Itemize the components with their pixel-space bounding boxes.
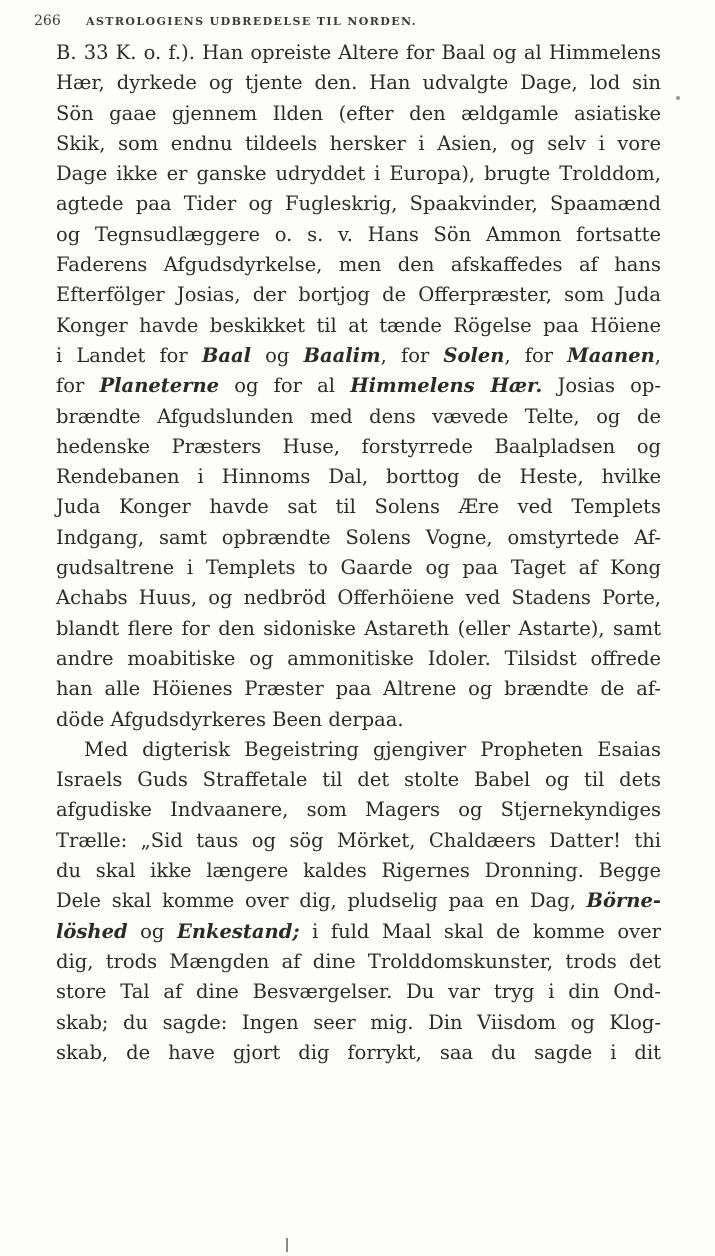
text-line xyxy=(56,99,661,129)
ink-speck xyxy=(676,96,680,100)
text-run: skab; du sagde: Ingen seer mig. Din Viisdom og Klog- xyxy=(56,1010,661,1034)
emphasis-text: löshed xyxy=(56,919,128,943)
text-run: i fuld Maal skal de komme over xyxy=(299,919,661,943)
text-run: Rendebanen i Hinnoms Dal, borttog de Heste, hvilke xyxy=(56,465,661,489)
text-run: for xyxy=(56,374,100,398)
text-line xyxy=(56,523,661,553)
text-run: Skik, som endnu tildeels hersker i Asien, og selv i vore xyxy=(56,131,661,155)
text-run: Faderens Afgudsdyrkelse, men den afskaffedes af hans xyxy=(56,253,661,277)
text-line xyxy=(56,371,661,401)
text-line xyxy=(56,1038,661,1068)
emphasis-text: Börne- xyxy=(586,889,661,913)
emphasis-text: Enkestand; xyxy=(176,919,300,943)
text-line xyxy=(56,432,661,462)
text-run: og xyxy=(251,343,304,367)
text-run: Josias op- xyxy=(542,374,661,398)
text-line xyxy=(56,856,661,886)
text-run: brændte Afgudslunden med dens vævede Telte, og de xyxy=(56,404,661,428)
body-text xyxy=(56,38,661,1068)
text-run: Med digterisk Begeistring gjengiver Propheten Esaias xyxy=(84,737,661,761)
text-line xyxy=(56,614,661,644)
text-run: , for xyxy=(504,343,568,367)
text-run: , for xyxy=(380,343,444,367)
text-line xyxy=(56,886,661,916)
emphasis-text: Planeterne xyxy=(99,374,220,398)
text-line xyxy=(56,947,661,977)
text-line xyxy=(56,826,661,856)
text-run: Achabs Huus, og nedbröd Offerhöiene ved Stadens Porte, xyxy=(56,586,661,610)
text-run: andre moabitiske og ammonitiske Idoler. Tilsidst offrede xyxy=(56,646,661,670)
text-line xyxy=(56,917,661,947)
emphasis-text: Baalim xyxy=(303,343,381,367)
text-line xyxy=(56,250,661,280)
text-line xyxy=(56,795,661,825)
text-run: Dele skal komme over dig, pludselig paa en Dag, xyxy=(56,889,587,913)
text-run: Trælle: „Sid taus og sög Mörket, Chaldæers Datter! thi xyxy=(56,828,661,852)
text-run: afgudiske Indvaanere, som Magers og Stjernekyndiges xyxy=(56,798,661,822)
text-line xyxy=(56,735,661,765)
text-line xyxy=(56,583,661,613)
text-run: og xyxy=(127,919,177,943)
text-line xyxy=(56,765,661,795)
text-run: dig, trods Mængden af dine Trolddomskunster, trods det xyxy=(56,949,661,973)
emphasis-text: Maanen xyxy=(567,343,655,367)
text-line xyxy=(56,705,661,735)
text-run: B. 33 K. o. f.). Han opreiste Altere for Baal og al Himmelens xyxy=(56,41,661,64)
emphasis-text: Baal xyxy=(201,343,252,367)
text-run: Hær, dyrkede og tjente den. Han udvalgte Dage, lod sin xyxy=(56,71,661,95)
text-line xyxy=(56,402,661,432)
text-line xyxy=(56,38,661,68)
text-line xyxy=(56,553,661,583)
text-run: Dage ikke er ganske udryddet i Europa), brugte Trolddom, xyxy=(56,162,661,186)
text-run: gudsaltrene i Templets to Gaarde og paa Taget af Kong xyxy=(56,556,661,580)
text-run: i Landet for xyxy=(56,343,202,367)
text-line xyxy=(56,977,661,1007)
text-line xyxy=(56,1008,661,1038)
text-run: Konger havde beskikket til at tænde Rögelse paa Höiene xyxy=(56,313,661,337)
text-run: agtede paa Tider og Fugleskrig, Spaakvinder, Spaamænd xyxy=(56,192,661,216)
text-run: og Tegnsudlæggere o. s. v. Hans Sön Ammon fortsatte xyxy=(56,222,661,246)
text-run: , xyxy=(654,343,661,367)
text-run: og for al xyxy=(219,374,351,398)
text-line xyxy=(56,68,661,98)
text-line xyxy=(56,341,661,371)
text-run: Efterfölger Josias, der bortjog de Offerpræster, som Juda xyxy=(56,283,661,307)
text-line xyxy=(56,674,661,704)
text-run: Sön gaae gjennem Ilden (efter den ældgamle asiatiske xyxy=(56,101,661,125)
emphasis-text: Himmelens Hær. xyxy=(350,374,543,398)
ink-mark xyxy=(286,1238,288,1252)
page-number: 266 xyxy=(34,13,61,29)
text-run: blandt flere for den sidoniske Astareth (eller Astarte), samt xyxy=(56,616,661,640)
text-line xyxy=(56,129,661,159)
text-run: Juda Konger havde sat til Solens Ære ved Templets xyxy=(56,495,661,519)
text-line xyxy=(56,280,661,310)
running-header xyxy=(34,10,685,34)
text-line xyxy=(56,644,661,674)
text-line xyxy=(56,189,661,219)
emphasis-text: Solen xyxy=(443,343,505,367)
text-run: store Tal af dine Besværgelser. Du var tryg i din Ond- xyxy=(56,980,661,1004)
text-line xyxy=(56,462,661,492)
text-run: han alle Höienes Præster paa Altrene og brændte de af- xyxy=(56,677,661,701)
text-run: döde Afgudsdyrkeres Been derpaa. xyxy=(56,707,404,731)
text-run: skab, de have gjort dig forrykt, saa du sagde i dit xyxy=(56,1040,661,1064)
running-title: ASTROLOGIENS UDBREDELSE TIL NORDEN. xyxy=(86,15,418,28)
text-run: hedenske Præsters Huse, forstyrrede Baalpladsen og xyxy=(56,434,661,458)
text-line xyxy=(56,311,661,341)
text-line xyxy=(56,492,661,522)
text-run: Israels Guds Straffetale til det stolte Babel og til dets xyxy=(56,768,661,792)
text-run: Indgang, samt opbrændte Solens Vogne, omstyrtede Af- xyxy=(56,525,661,549)
text-line xyxy=(56,220,661,250)
text-line xyxy=(56,159,661,189)
text-run: du skal ikke længere kaldes Rigernes Dronning. Begge xyxy=(56,859,661,883)
